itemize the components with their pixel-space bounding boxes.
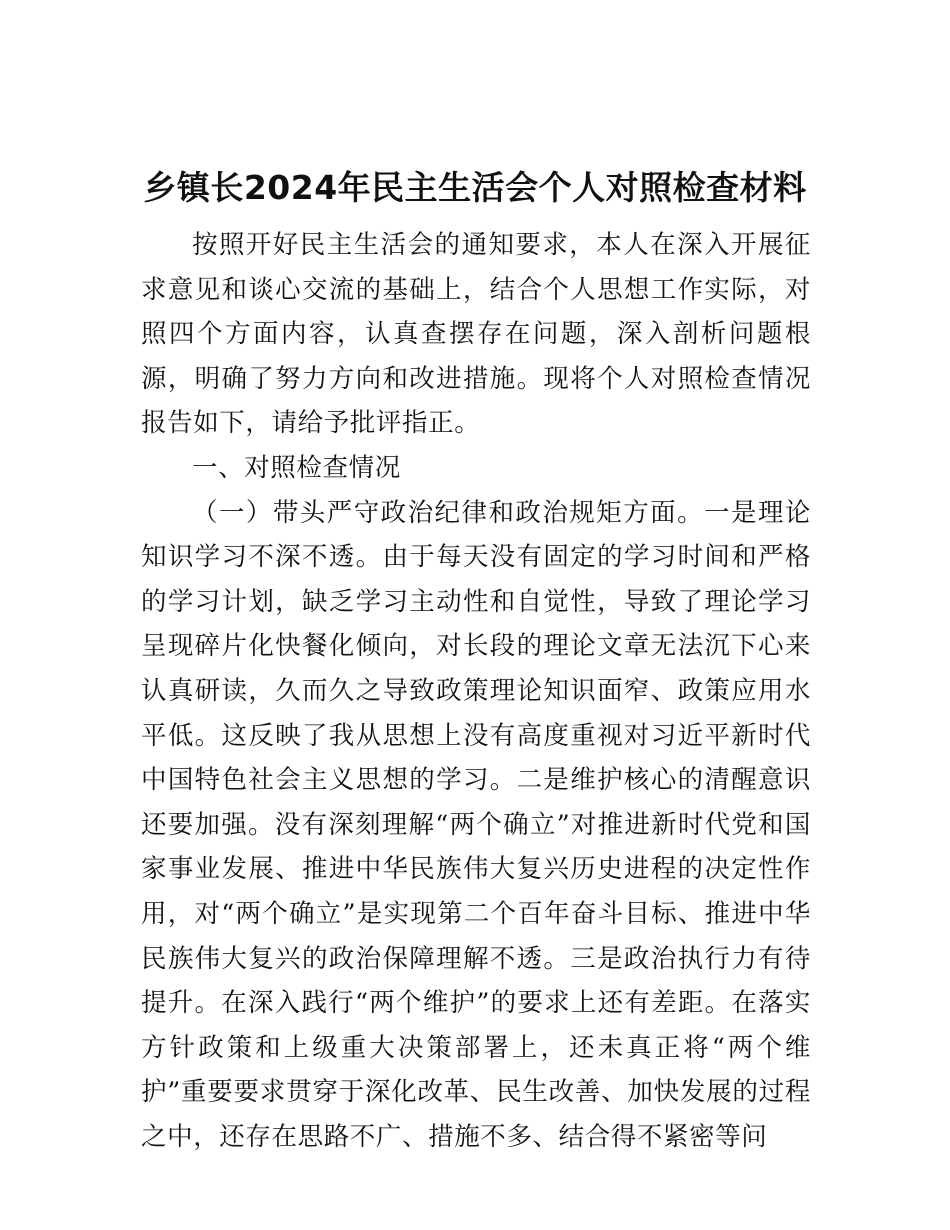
- section-heading: 一、对照检查情况: [192, 452, 401, 483]
- section-paragraph: （一）带头严守政治纪律和政治规矩方面。一是理论知识学习不深不透。由于每天没有固定的学习时间和严格的学习计划，缺乏学习主动性和自觉性，导致了理论学习呈现碎片化快餐化倾向，对长段的理论文章无法沉下心来认真研读，久而久之导致政策理论知识面窄、政策应用水平低。这反映了我从思想上没有高度重视对习近平新时代中国特色社会主义思想的学习。二是维护核心的清醒意识还要加强。没有深刻理解“两个确立”对推进新时代党和国家事业发展、推进中华民族伟大复兴历史进程的决定性作用，对“两个确立”是实现第二个百年奋斗目标、推进中华民族伟大复兴的政治保障理解不透。三是政治执行力有待提升。在深入践行“两个维护”的要求上还有差距。在落实方针政策和上级重大决策部署上，还未真正将“两个维护”重要要求贯穿于深化改革、民生改善、加快发展的过程之中，还存在思路不广、措施不多、结合得不紧密等问: [141, 497, 811, 1152]
- document-body: [141, 223, 811, 1159]
- document-title: 乡镇长2024年民主生活会个人对照检查材料: [143, 168, 807, 207]
- intro-paragraph: 按照开好民主生活会的通知要求，本人在深入开展征求意见和谈心交流的基础上，结合个人思想工作实际，对照四个方面内容，认真查摆存在问题，深入剖析问题根源，明确了努力方向和改进措施。现将个人对照检查情况报告如下，请给予批评指正。: [141, 230, 811, 439]
